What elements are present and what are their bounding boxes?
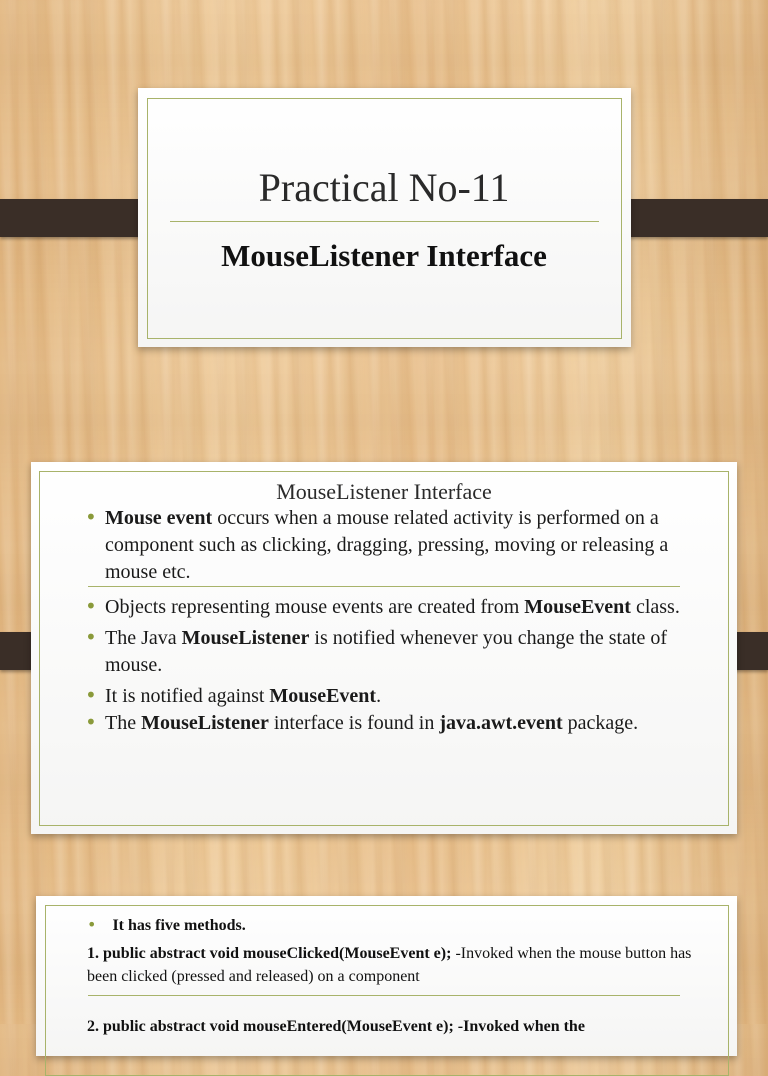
content-slide-rule bbox=[88, 586, 680, 587]
bullet-dot-icon: • bbox=[85, 594, 97, 618]
bullet-bold-text: Mouse event bbox=[105, 507, 213, 529]
bullet-item bbox=[85, 505, 695, 586]
title-slide-rule bbox=[170, 221, 599, 222]
bullet-text: The Java bbox=[105, 627, 182, 649]
bullet-item bbox=[85, 710, 695, 737]
method-2-signature: 2. public abstract void mouseEntered(MouseEvent e); -Invoked when the bbox=[87, 1018, 585, 1035]
bullet-dot-icon: • bbox=[85, 683, 97, 707]
bullet-text: package. bbox=[562, 712, 639, 734]
methods-slide-rule bbox=[88, 995, 680, 996]
bullet-bold-text: MouseListener bbox=[181, 627, 310, 649]
slide-subtitle: MouseListener Interface bbox=[221, 238, 547, 273]
bullet-bold-text: MouseListener bbox=[141, 712, 269, 734]
method-1-signature: 1. public abstract void mouseClicked(MouseEvent e); bbox=[87, 945, 452, 962]
bullet-text: It is notified against bbox=[105, 685, 270, 707]
bullet-text: The bbox=[105, 712, 142, 734]
bullet-text: . bbox=[376, 685, 382, 707]
bullet-item bbox=[85, 594, 695, 621]
method-1-description: -Invoked when the mouse button has been clicked (pressed and released) on a component bbox=[87, 945, 692, 985]
bullet-bold-text: java.awt.event bbox=[439, 712, 563, 734]
bullet-item bbox=[85, 625, 695, 679]
bullet-text: is notified whenever you change the state of mouse. bbox=[105, 627, 668, 676]
content-slide-heading: MouseListener Interface bbox=[276, 479, 492, 504]
title-slide-card bbox=[138, 88, 631, 347]
methods-bullet-text: It has five methods. bbox=[112, 917, 246, 934]
bullet-dot-icon: • bbox=[85, 505, 97, 529]
bullet-dot-icon: • bbox=[85, 625, 97, 649]
bullet-dot-icon: • bbox=[87, 915, 97, 934]
bullet-item bbox=[85, 683, 695, 710]
methods-bullet bbox=[87, 914, 246, 937]
bullet-text: class. bbox=[630, 596, 680, 618]
bullet-bold-text: MouseEvent bbox=[524, 596, 631, 618]
slide-title: Practical No-11 bbox=[258, 165, 510, 210]
bullet-text: interface is found in bbox=[268, 712, 440, 734]
title-slide-frame bbox=[147, 98, 622, 339]
bullet-list-bottom bbox=[85, 594, 695, 737]
bullet-bold-text: MouseEvent bbox=[269, 685, 377, 707]
method-2-partial bbox=[87, 1016, 707, 1035]
bullet-list-top bbox=[85, 505, 695, 586]
bullet-dot-icon: • bbox=[85, 710, 97, 734]
method-1 bbox=[87, 942, 707, 988]
bullet-text: Objects representing mouse events are created from bbox=[105, 596, 525, 618]
bullet-text: occurs when a mouse related activity is performed on a component such as clicking, dragging, pressing, moving or releasing a mouse etc. bbox=[105, 507, 669, 583]
